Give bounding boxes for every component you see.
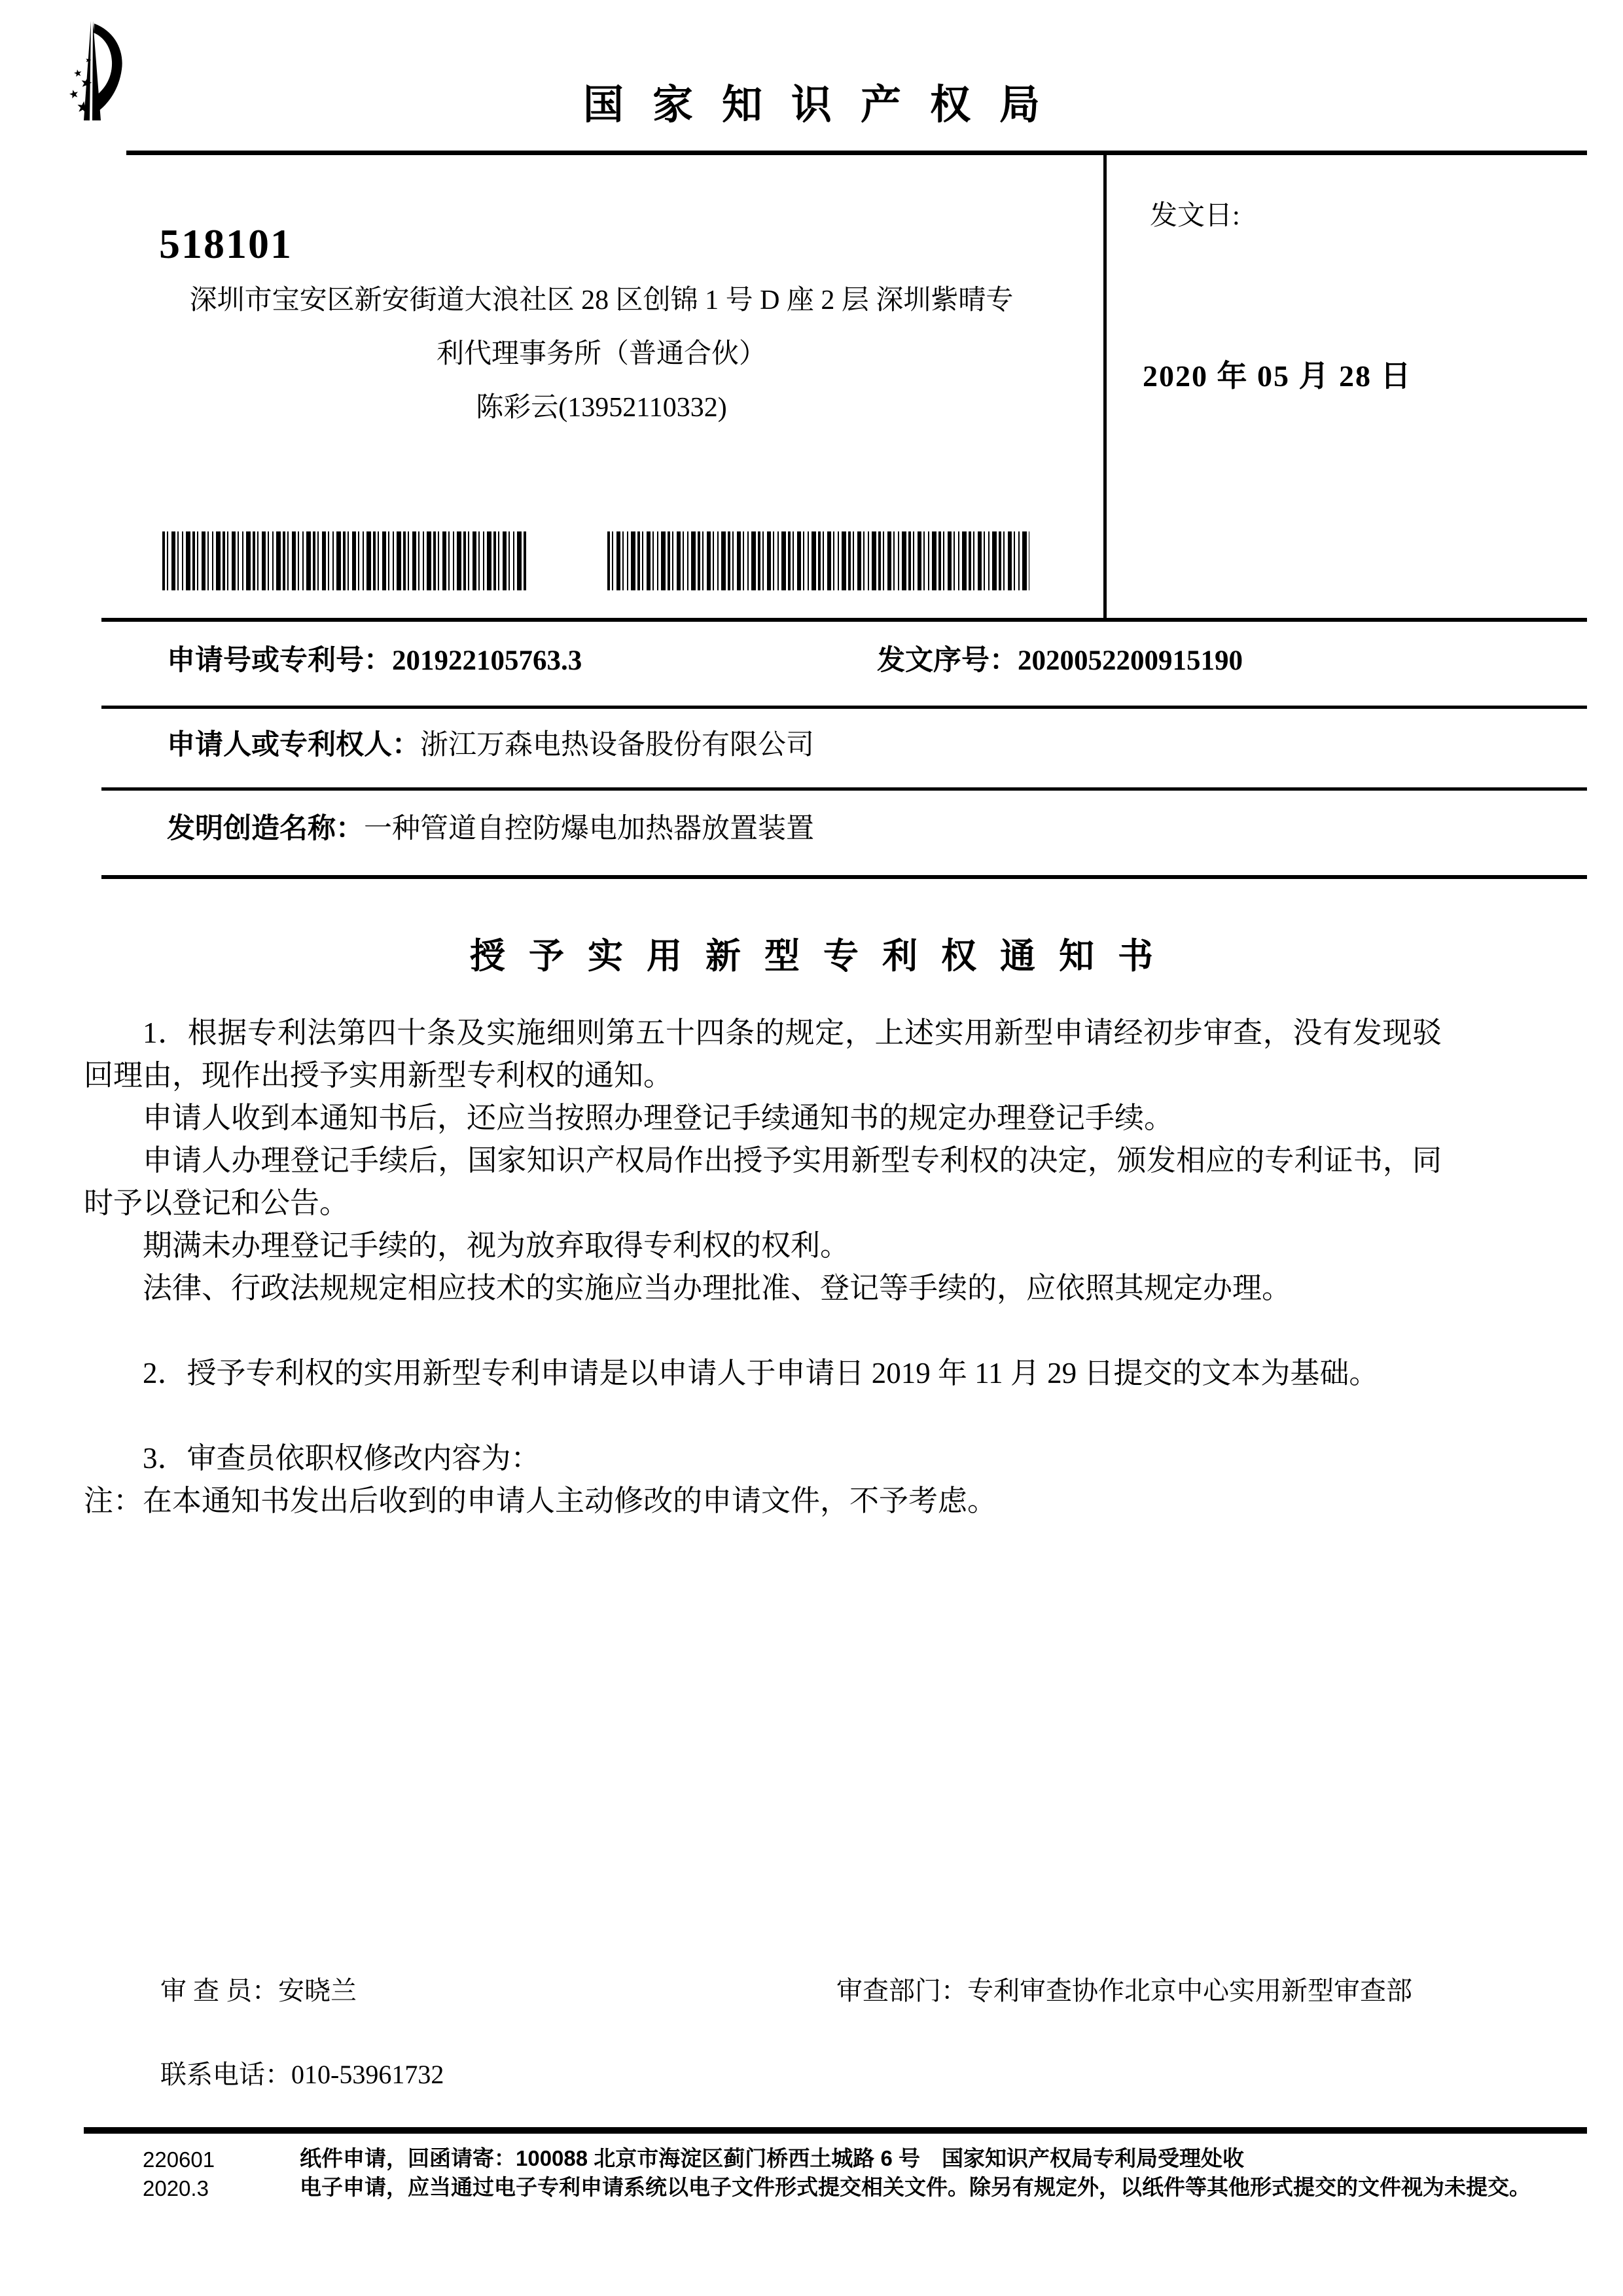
separator-rule-2 [101,706,1587,709]
agency-title: 国家知识产权局 [582,82,1069,128]
invention-title-label: 发明创造名称： [167,814,364,844]
dispatch-date-label: 发文日: [1150,201,1240,231]
serial-number-value: 2020052200915190 [1018,645,1243,676]
department-value: 专利审查协作北京中心实用新型审查部 [967,1976,1412,2005]
application-number-label: 申请号或专利号： [167,645,392,676]
address-line-3: 陈彩云(13952110332) [476,393,727,423]
notice-paragraph: 1．根据专利法第四十条及实施细则第五十四条的规定，上述实用新型申请经初步审查，没有发现驳回理由，现作出授予实用新型专利权的通知。 [84,1016,1442,1092]
applicant-value: 浙江万森电热设备股份有限公司 [420,730,814,761]
phone-value: 010-53961732 [291,2060,444,2089]
notice-paragraph: 3．审查员依职权修改内容为： [143,1442,541,1475]
recipient-address [147,274,1056,435]
dispatch-code: 518101 [159,221,293,267]
footer-form-info [143,2145,215,2203]
address-line-1: 深圳市宝安区新安街道大浪社区 28 区创锦 1 号 D 座 2 层 深圳紫晴专 [189,285,1014,315]
examiner-value: 安晓兰 [278,1976,357,2005]
header-rule [126,151,1587,155]
footer-note-electronic: 电子申请，应当通过电子专利申请系统以电子文件形式提交相关文件。除另有规定外，以纸件等其他形式提交的文件视为未提交。 [300,2175,1531,2199]
notice-paragraph: 法律、行政法规规定相应技术的实施应当办理批准、登记等手续的，应依照其规定办理。 [143,1272,1292,1304]
footer-notes [300,2144,1546,2202]
notice-paragraph: 申请人办理登记手续后，国家知识产权局作出授予实用新型专利权的决定，颁发相应的专利证书，同时予以登记和公告。 [84,1144,1442,1219]
invention-title-value: 一种管道自控防爆电加热器放置装置 [364,814,814,844]
notice-paragraph: 注：在本通知书发出后收到的申请人主动修改的申请文件，不予考虑。 [84,1484,997,1517]
footer-form-code: 220601 [143,2147,215,2172]
notice-title: 授予实用新型专利权通知书 [470,937,1177,976]
notice-body [84,1012,1442,1522]
footer-note-paper: 纸件申请，回函请寄：100088 北京市海淀区蓟门桥西土城路 6 号 国家知识产权局专利局受理处收 [300,2146,1244,2170]
applicant-label: 申请人或专利权人： [167,730,420,761]
phone-label: 联系电话： [160,2060,291,2089]
notice-paragraph: 申请人收到本通知书后，还应当按照办理登记手续通知书的规定办理登记手续。 [143,1102,1174,1134]
date-box-border [1103,155,1107,620]
separator-rule-3 [101,787,1587,791]
footer-form-date: 2020.3 [143,2176,209,2200]
barcode-application [162,531,526,590]
notice-paragraph: 期满未办理登记手续的，视为放弃取得专利权的权利。 [143,1229,850,1262]
separator-rule-1 [101,618,1587,622]
examiner-label: 审 查 员： [160,1976,278,2005]
dispatch-date-value: 2020 年 05 月 28 日 [1143,359,1412,393]
address-line-2: 利代理事务所（普通合伙） [436,339,766,369]
department-label: 审查部门： [836,1976,967,2005]
barcode-serial [607,531,1029,590]
serial-number-label: 发文序号： [877,645,1018,676]
application-number-value: 201922105763.3 [392,645,582,676]
separator-rule-4 [101,875,1587,879]
footer-rule [84,2127,1587,2134]
notice-paragraph: 2．授予专利权的实用新型专利申请是以申请人于申请日 2019 年 11 月 29 日提交的文本为基础。 [143,1357,1379,1390]
